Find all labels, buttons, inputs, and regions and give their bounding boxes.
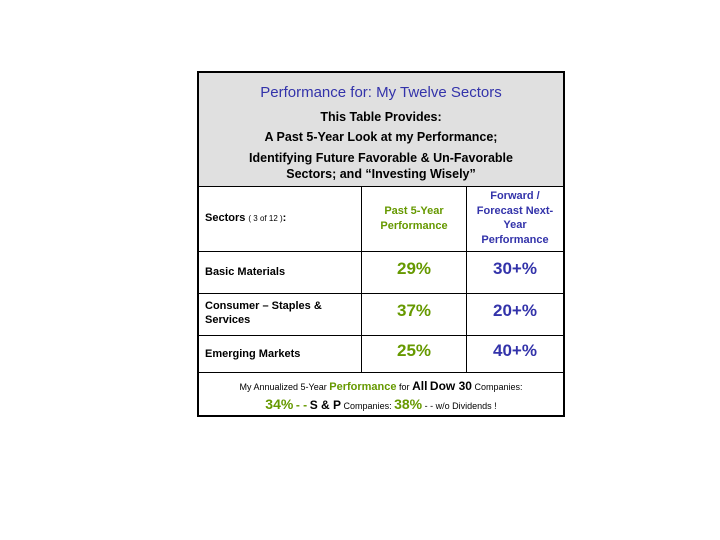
summary-text: Companies:	[474, 382, 523, 392]
past-performance-value: 25%	[396, 341, 432, 360]
header-past-line-2: Performance	[380, 220, 448, 232]
summary-all-word: All	[412, 379, 428, 393]
summary-line-2	[199, 396, 563, 412]
past-performance-value: 29%	[396, 259, 432, 278]
performance-card	[197, 71, 565, 417]
intro-line-1: This Table Provides:	[320, 110, 442, 124]
header-forward-line-2: Forecast Next-	[476, 204, 554, 217]
header-sectors-cell	[199, 187, 362, 251]
table-row	[199, 252, 563, 294]
forward-performance-value: 30+%	[493, 259, 537, 278]
table-row	[199, 336, 563, 373]
summary-text: Companies:	[343, 401, 392, 411]
card-header	[199, 73, 563, 187]
table-header-row	[199, 187, 563, 252]
page-title: Performance for: My Twelve Sectors	[260, 84, 502, 101]
summary-line-1	[199, 379, 563, 393]
header-forward-cell	[467, 187, 563, 251]
summary-footer	[199, 373, 563, 415]
past-performance-value: 37%	[396, 301, 432, 320]
header-sectors-label: Sectors	[205, 212, 246, 224]
sp-performance-value: 38%	[394, 396, 423, 412]
summary-text: w/o Dividends !	[435, 401, 497, 411]
table-row	[199, 294, 563, 336]
intro-line-4: Sectors; and “Investing Wisely”	[286, 167, 476, 181]
sp-label: S & P	[309, 398, 342, 412]
header-sectors-colon: :	[282, 212, 287, 224]
separator-dashes: - -	[295, 398, 308, 412]
summary-text: My Annualized 5-Year	[239, 382, 327, 392]
sector-name: Consumer – Staples & Services	[205, 300, 322, 326]
intro-line-3: Identifying Future Favorable & Un-Favorable	[249, 151, 513, 165]
header-past-line-1: Past 5-Year	[384, 205, 444, 217]
summary-performance-word: Performance	[329, 381, 397, 393]
header-sectors-count: ( 3 of 12 )	[248, 214, 283, 223]
header-forward-line-1: Forward /	[490, 190, 540, 202]
forward-performance-value: 40+%	[493, 341, 537, 360]
dow-performance-value: 34%	[265, 396, 294, 412]
forward-performance-value: 20+%	[493, 301, 537, 320]
summary-text: for	[399, 382, 410, 392]
sector-name: Emerging Markets	[205, 348, 301, 360]
separator-dashes: - -	[424, 401, 434, 411]
header-forward-line-4: Performance	[481, 233, 549, 246]
header-forward-line-3: Year	[503, 219, 527, 231]
summary-dow-word: Dow 30	[429, 379, 472, 393]
sector-name: Basic Materials	[205, 266, 286, 278]
header-past-cell	[362, 187, 467, 251]
intro-line-2: A Past 5-Year Look at my Performance;	[264, 130, 498, 144]
